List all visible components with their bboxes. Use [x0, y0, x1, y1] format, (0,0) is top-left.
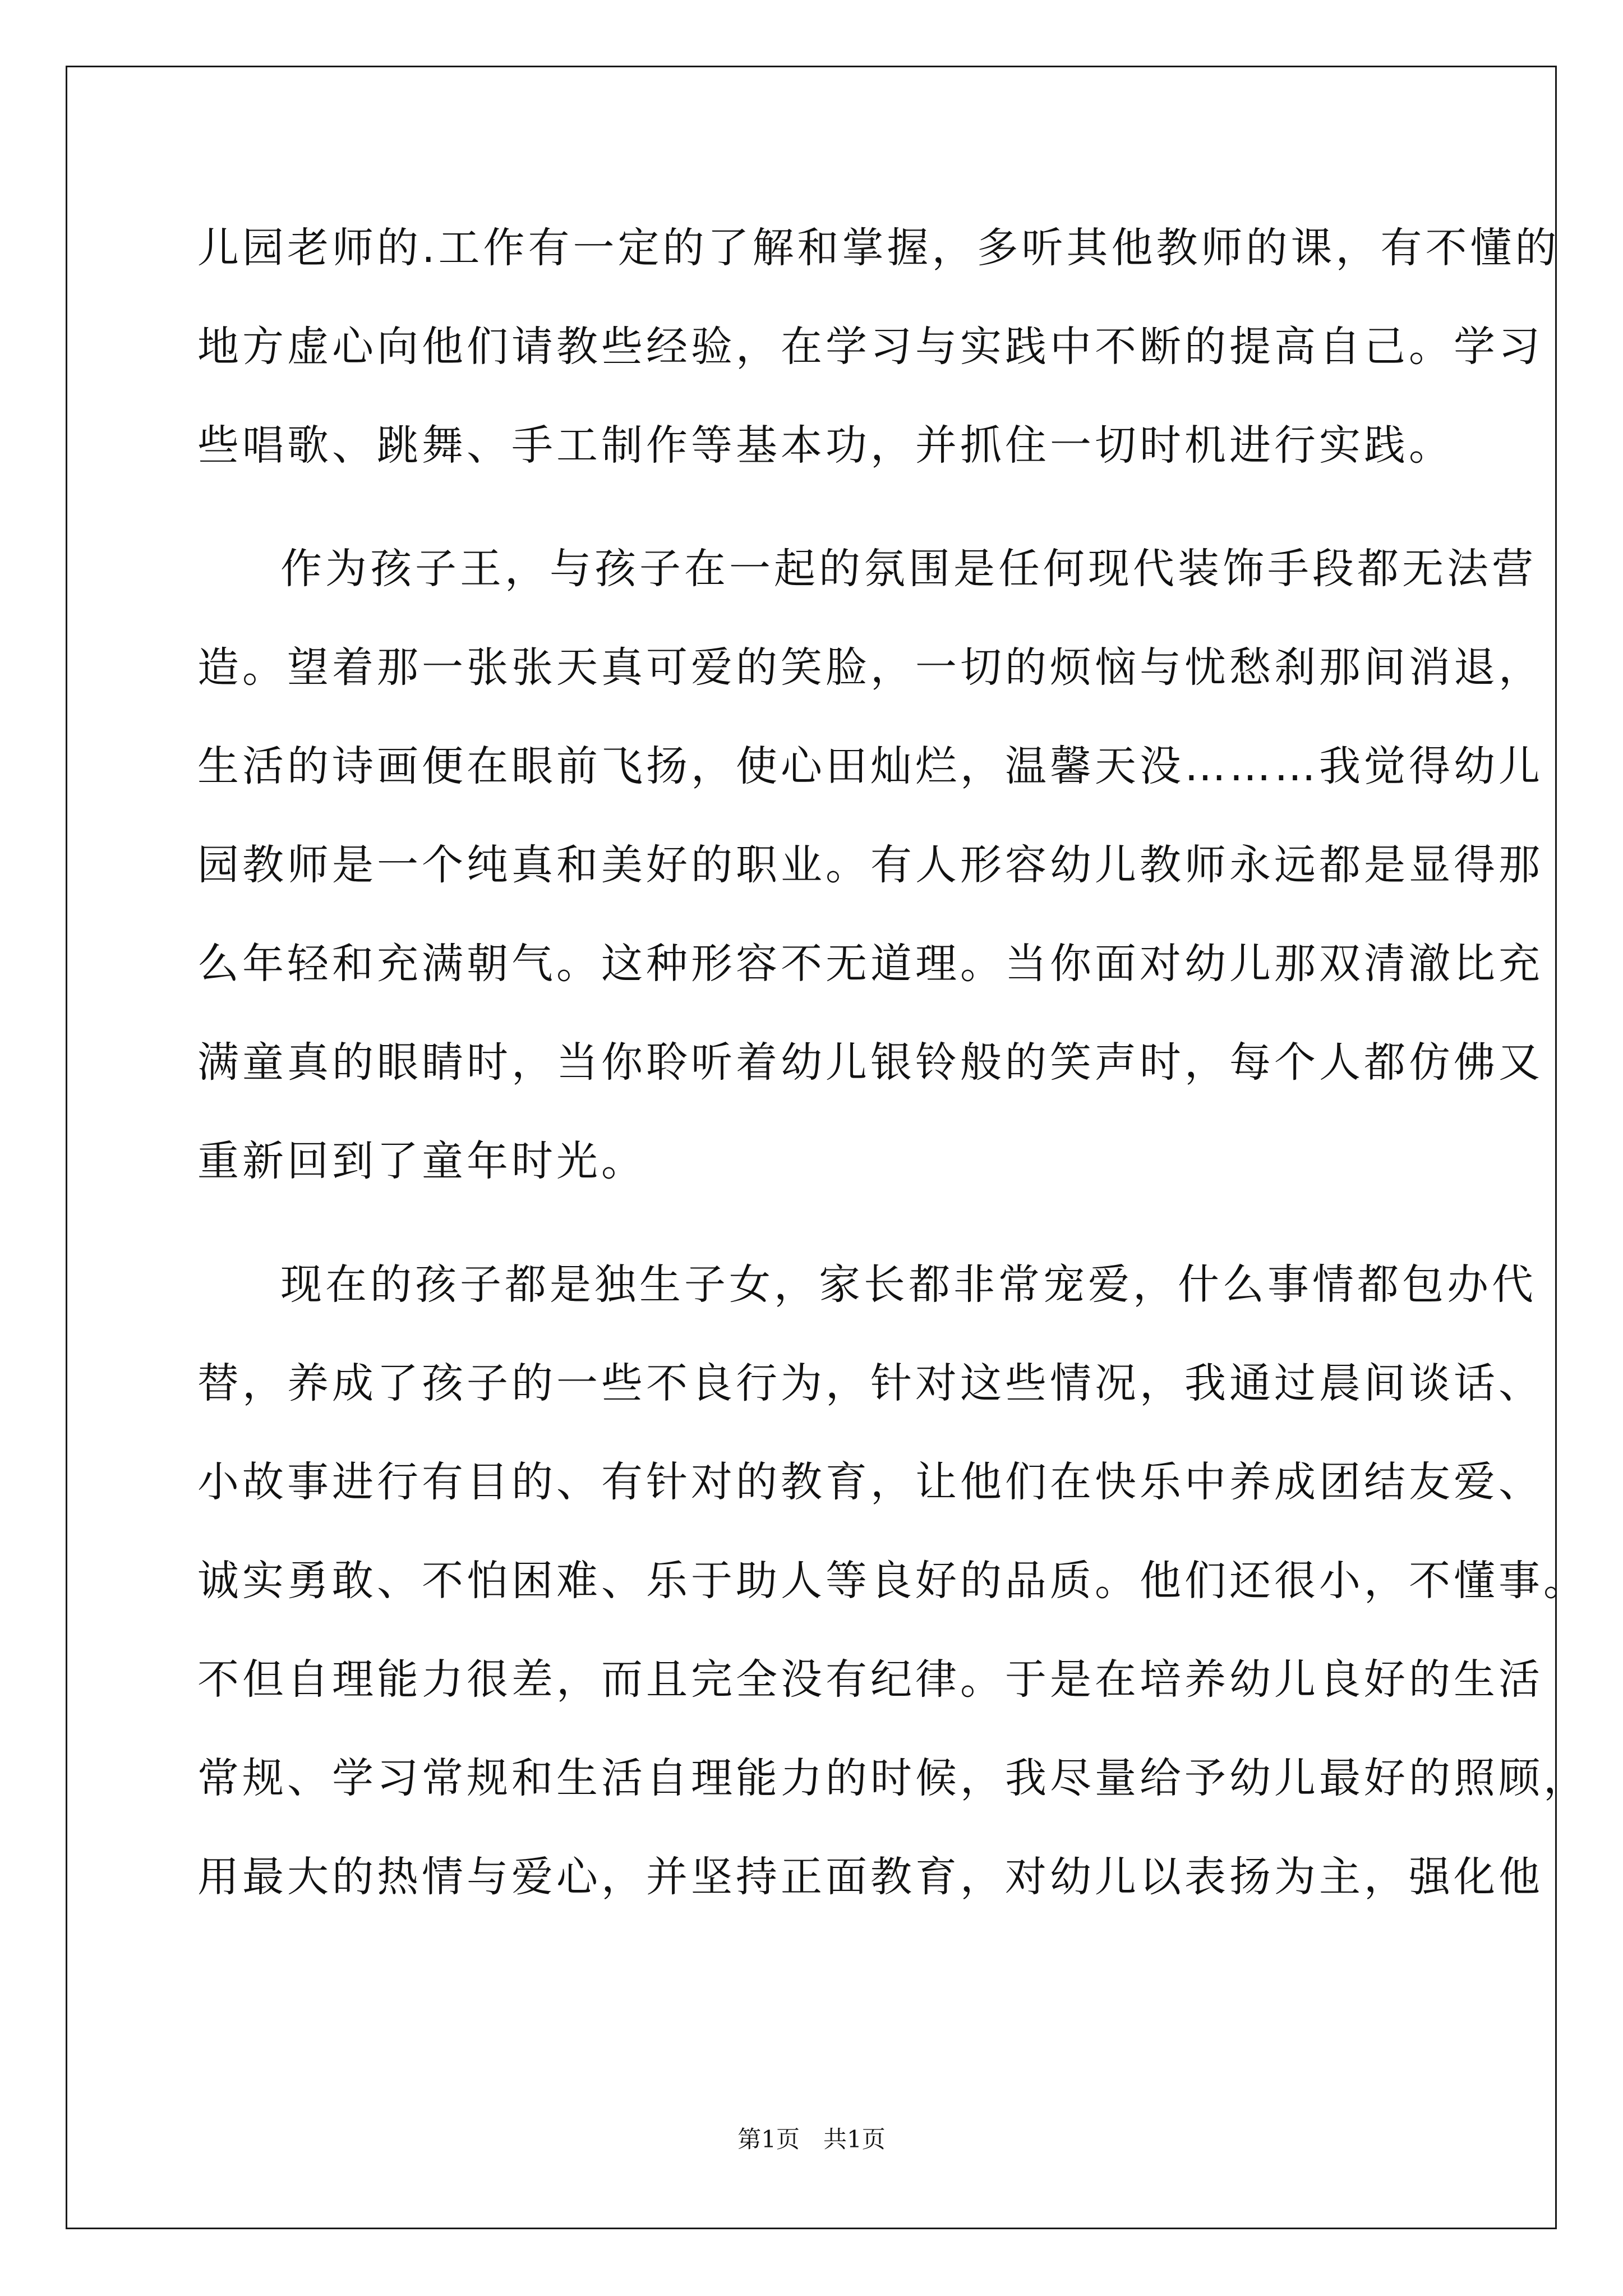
body-line-16: 常规、学习常规和生活自理能力的时候，我尽量给予幼儿最好的照顾， — [197, 1754, 1588, 1802]
body-line-4: 作为孩子王，与孩子在一起的氛围是任何现代装饰手段都无法营 — [280, 545, 1537, 593]
body-line-5: 造。望着那一张张天真可爱的笑脸，一切的烦恼与忧愁刹那间消退， — [197, 643, 1543, 692]
body-line-8: 么年轻和充满朝气。这种形容不无道理。当你面对幼儿那双清澈比充 — [197, 940, 1543, 988]
body-line-11: 现在的孩子都是独生子女，家长都非常宠爱，什么事情都包办代 — [280, 1260, 1537, 1309]
body-line-15: 不但自理能力很差，而且完全没有纪律。于是在培养幼儿良好的生活 — [197, 1655, 1543, 1704]
body-line-12: 替，养成了孩子的一些不良行为，针对这些情况，我通过晨间谈话、 — [197, 1359, 1543, 1407]
body-line-3: 些唱歌、跳舞、手工制作等基本功，并抓住一切时机进行实践。 — [197, 421, 1454, 470]
body-line-17: 用最大的热情与爱心，并坚持正面教育，对幼儿以表扬为主，强化他 — [197, 1853, 1543, 1901]
body-line-10: 重新回到了童年时光。 — [197, 1137, 646, 1185]
body-line-13: 小故事进行有目的、有针对的教育，让他们在快乐中养成团结友爱、 — [197, 1458, 1543, 1506]
body-line-7: 园教师是一个纯真和美好的职业。有人形容幼儿教师永远都是显得那 — [197, 841, 1543, 889]
body-line-9: 满童真的眼睛时，当你聆听着幼儿银铃般的笑声时，每个人都仿佛又 — [197, 1038, 1543, 1087]
body-line-6: 生活的诗画便在眼前飞扬，使心田灿烂，温馨天没………我觉得幼儿 — [197, 742, 1543, 790]
page-footer: 第1页 共1页 — [737, 2125, 886, 2153]
body-line-14: 诚实勇敢、不怕困难、乐于助人等良好的品质。他们还很小，不懂事。 — [197, 1557, 1588, 1605]
body-line-2: 地方虚心向他们请教些经验，在学习与实践中不断的提高自己。学习 — [197, 323, 1543, 371]
body-line-1: 儿园老师的.工作有一定的了解和掌握，多听其他教师的课，有不懂的 — [197, 224, 1560, 272]
